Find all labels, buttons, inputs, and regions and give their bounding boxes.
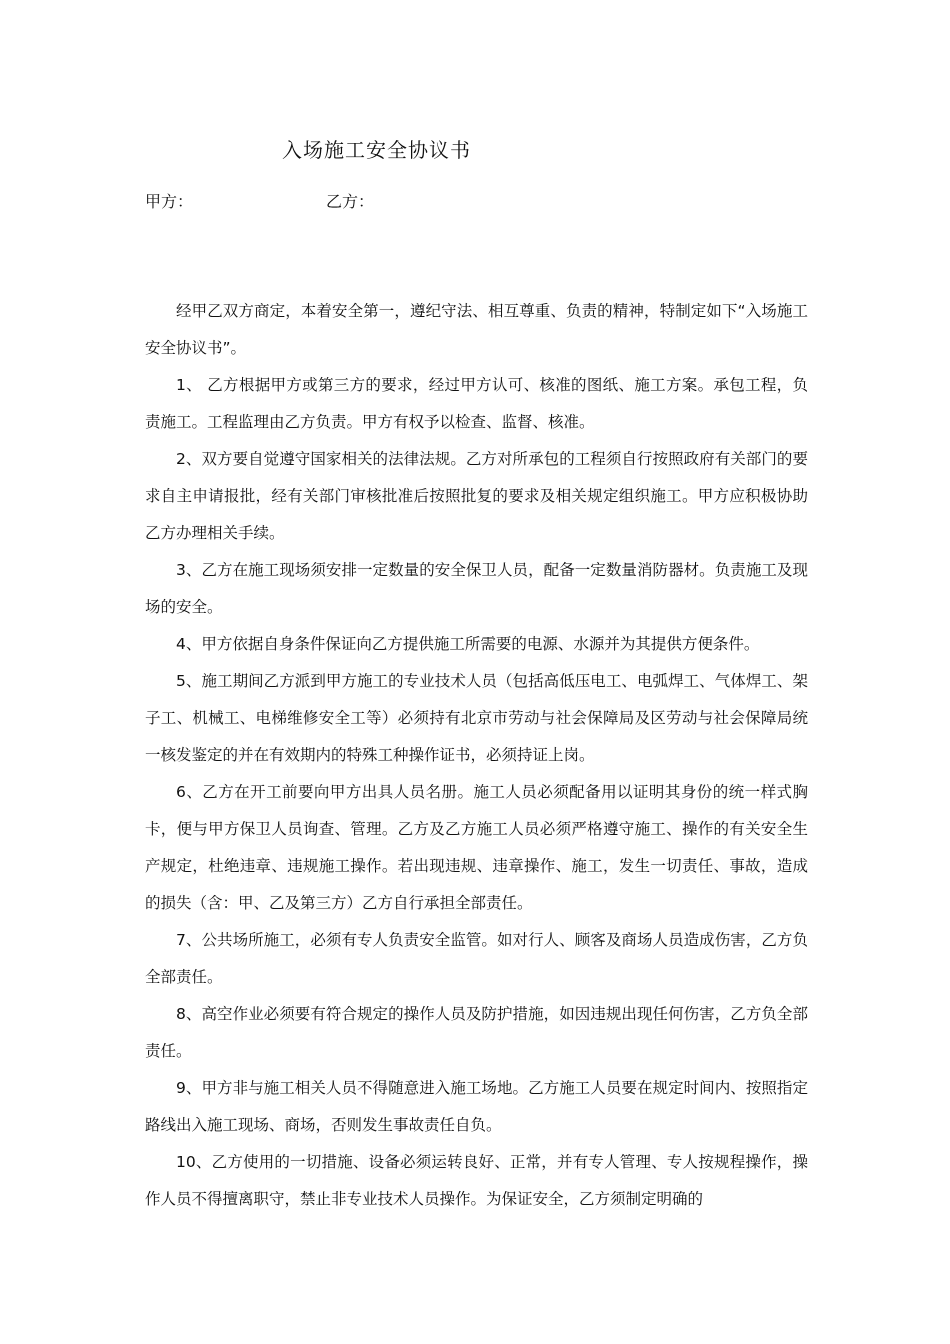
clause-3: 3、乙方在施工现场须安排一定数量的安全保卫人员，配备一定数量消防器材。负责施工及现场的安全。 bbox=[145, 561, 808, 616]
clause-9: 9、甲方非与施工相关人员不得随意进入施工场地。乙方施工人员要在规定时间内、按照指定路线出入施工现场、商场，否则发生事故责任自负。 bbox=[145, 1079, 808, 1134]
clause-2: 2、双方要自觉遵守国家相关的法律法规。乙方对所承包的工程须自行按照政府有关部门的要求自主申请报批，经有关部门审核批准后按照批复的要求及相关规定组织施工。甲方应积极协助乙方办理相关手续。 bbox=[145, 450, 808, 542]
party-a-label: 甲方： bbox=[145, 192, 194, 211]
document-title: 入场施工安全协议书 bbox=[282, 138, 471, 162]
clause-1: 1、 乙方根据甲方或第三方的要求，经过甲方认可、核准的图纸、施工方案。承包工程，负责施工。工程监理由乙方负责。甲方有权予以检查、监督、核准。 bbox=[145, 376, 808, 431]
clause-10: 10、乙方使用的一切措施、设备必须运转良好、正常，并有专人管理、专人按规程操作，操作人员不得擅离职守，禁止非专业技术人员操作。为保证安全，乙方须制定明确的 bbox=[145, 1153, 808, 1208]
intro-paragraph: 经甲乙双方商定，本着安全第一，遵纪守法、相互尊重、负责的精神，特制定如下“入场施工安全协议书”。 bbox=[145, 302, 808, 357]
clause-7: 7、公共场所施工，必须有专人负责安全监管。如对行人、顾客及商场人员造成伤害，乙方负全部责任。 bbox=[145, 931, 808, 986]
document-body bbox=[145, 293, 808, 1218]
clause-6: 6、乙方在开工前要向甲方出具人员名册。施工人员必须配备用以证明其身份的统一样式胸卡，便与甲方保卫人员询查、管理。乙方及乙方施工人员必须严格遵守施工、操作的有关安全生产规定，杜绝违章、违规施工操作。若出现违规、违章操作、施工，发生一切责任、事故，造成的损失（含：甲、乙及第三方）乙方自行承担全部责任。 bbox=[145, 783, 808, 912]
clause-4: 4、甲方依据自身条件保证向乙方提供施工所需要的电源、水源并为其提供方便条件。 bbox=[176, 635, 760, 653]
party-b-label: 乙方： bbox=[326, 192, 375, 211]
clause-8: 8、高空作业必须要有符合规定的操作人员及防护措施，如因违规出现任何伤害，乙方负全部责任。 bbox=[145, 1005, 808, 1060]
clause-5: 5、施工期间乙方派到甲方施工的专业技术人员（包括高低压电工、电弧焊工、气体焊工、架子工、机械工、电梯维修安全工等）必须持有北京市劳动与社会保障局及区劳动与社会保障局统一核发鉴定的并在有效期内的特殊工种操作证书，必须持证上岗。 bbox=[145, 672, 808, 764]
